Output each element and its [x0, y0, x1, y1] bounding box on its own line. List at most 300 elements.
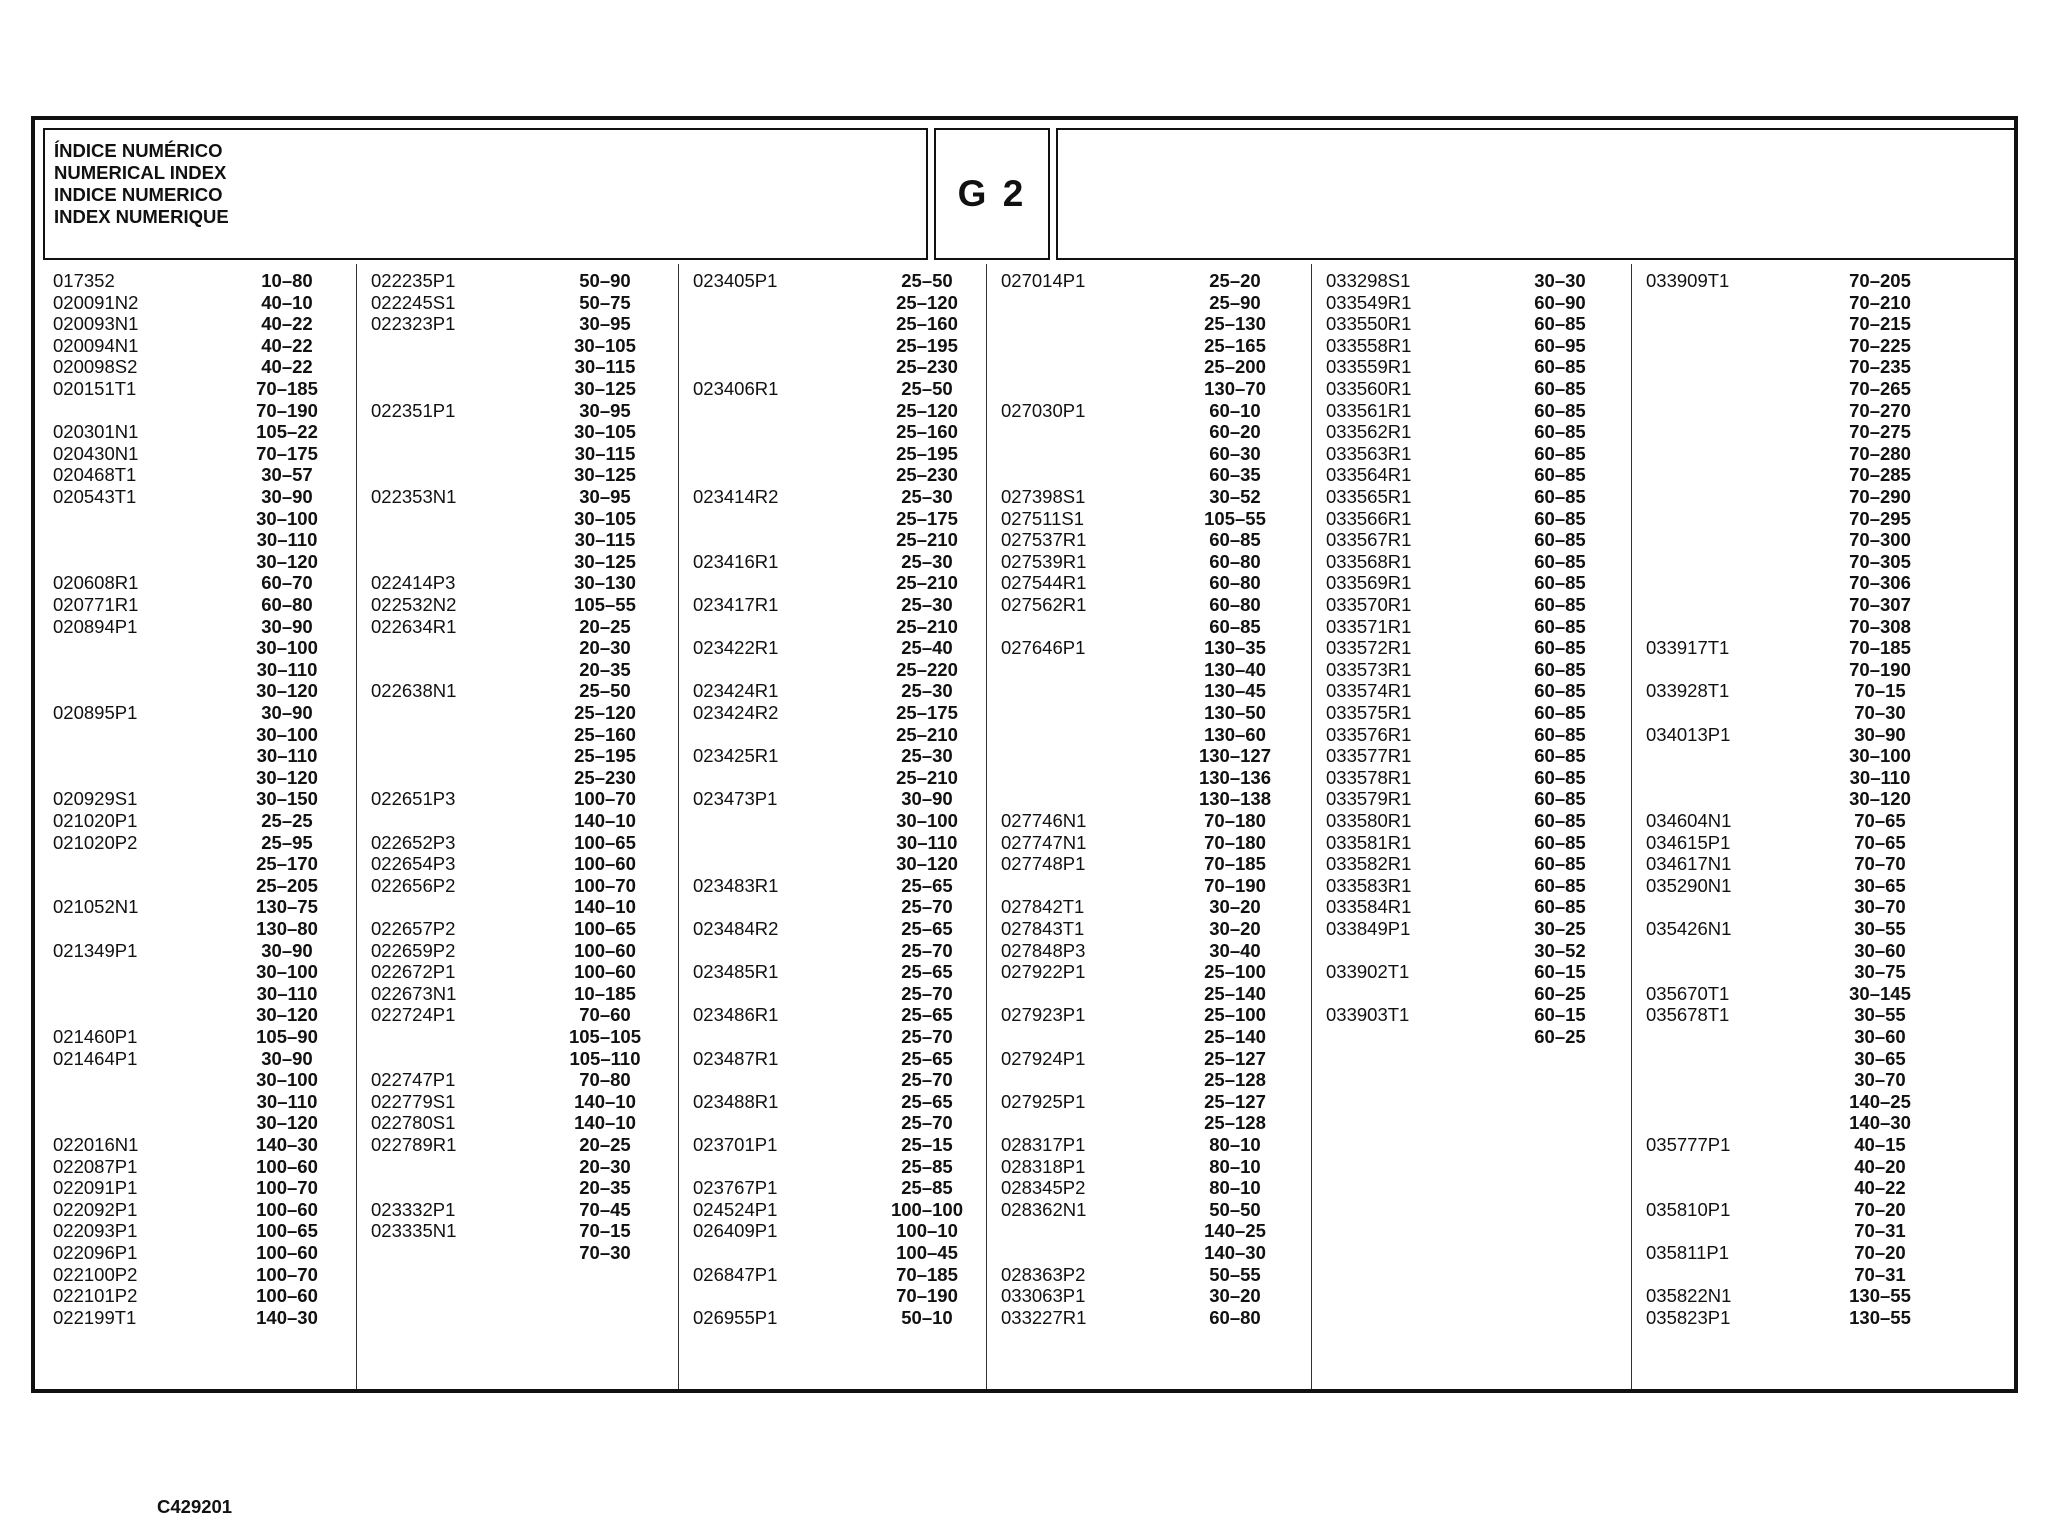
part-number: 021052N1	[53, 896, 139, 918]
page-reference: 25–127	[1204, 1090, 1266, 1112]
page-reference: 30–90	[261, 1047, 313, 1069]
page-reference: 105–105	[568, 1026, 642, 1047]
page-reference: 25–210	[896, 723, 958, 745]
page-reference: 25–205	[256, 874, 318, 896]
index-row	[1632, 1242, 2014, 1264]
index-row	[39, 1307, 356, 1329]
index-row	[679, 983, 986, 1005]
index-row	[679, 1048, 986, 1070]
page-reference: 70–65	[1854, 831, 1906, 853]
part-number: 027925P1	[1001, 1090, 1086, 1112]
index-row	[39, 313, 356, 335]
index-row	[1632, 875, 2014, 897]
index-row	[1632, 572, 2014, 594]
page-reference: 25–195	[896, 334, 958, 356]
page-reference: 30–110	[256, 745, 318, 767]
page-reference: 60–85	[1534, 615, 1586, 637]
index-row	[1312, 335, 1631, 357]
part-number: 033582R1	[1326, 853, 1412, 875]
page-reference: 25–65	[901, 1004, 953, 1026]
index-row	[357, 270, 678, 292]
page-reference: 60–25	[1534, 1026, 1586, 1047]
part-number: 022656P2	[371, 874, 456, 896]
page-reference: 60–25	[1534, 982, 1586, 1004]
page-reference: 130–50	[1204, 702, 1266, 723]
index-row	[357, 313, 678, 335]
index-row	[679, 1112, 986, 1134]
index-row	[987, 1177, 1311, 1199]
index-row	[1632, 680, 2014, 702]
part-number: 023701P1	[693, 1134, 778, 1155]
page-reference: 60–85	[1534, 810, 1586, 831]
page-reference: 40–20	[1854, 1155, 1906, 1177]
index-row	[357, 356, 678, 378]
index-row	[357, 940, 678, 962]
index-row	[679, 400, 986, 422]
index-row	[39, 1112, 356, 1134]
index-row	[357, 702, 678, 724]
part-number: 023425R1	[693, 745, 779, 767]
page-reference: 30–70	[1854, 1069, 1906, 1091]
page-reference: 25–50	[901, 378, 953, 399]
page-reference: 25–127	[1204, 1047, 1266, 1069]
page-reference: 25–210	[896, 572, 958, 594]
index-row	[987, 875, 1311, 897]
page-reference: 100–10	[896, 1220, 958, 1242]
page-reference: 30–125	[574, 464, 636, 486]
part-number: 033558R1	[1326, 334, 1412, 356]
page-reference: 30–100	[896, 810, 958, 831]
part-number: 023422R1	[693, 637, 779, 659]
page-reference: 30–40	[1209, 939, 1261, 961]
section-code: G 2	[934, 128, 1050, 260]
page-reference: 60–85	[1534, 788, 1586, 810]
index-row	[1312, 810, 1631, 832]
index-row	[1632, 443, 2014, 465]
part-number: 034604N1	[1646, 810, 1732, 831]
index-row	[39, 378, 356, 400]
page-reference: 30–90	[261, 702, 313, 723]
part-number: 022634R1	[371, 615, 457, 637]
index-row	[357, 637, 678, 659]
part-number: 027842T1	[1001, 896, 1085, 918]
index-row	[357, 1091, 678, 1113]
page-reference: 30–90	[261, 615, 313, 637]
part-number: 022414P3	[371, 572, 456, 594]
index-row	[1312, 745, 1631, 767]
index-row	[1312, 788, 1631, 810]
index-row	[987, 1112, 1311, 1134]
page-reference: 70–175	[256, 442, 318, 464]
page-reference: 30–100	[256, 507, 318, 529]
page-reference: 25–210	[896, 615, 958, 637]
index-row	[679, 1026, 986, 1048]
index-row	[39, 961, 356, 983]
index-row	[1632, 961, 2014, 983]
index-row	[357, 443, 678, 465]
part-number: 027562R1	[1001, 594, 1087, 615]
part-number: 022199T1	[53, 1306, 137, 1328]
index-row	[1632, 1156, 2014, 1178]
index-column-1	[39, 264, 357, 1517]
title-en: NUMERICAL INDEX	[54, 162, 227, 183]
part-number: 020301N1	[53, 421, 139, 443]
page-reference: 30–20	[1209, 896, 1261, 918]
index-row	[1312, 378, 1631, 400]
page-reference: 60–85	[1534, 378, 1586, 399]
index-column-3	[679, 264, 987, 1389]
index-row	[1632, 421, 2014, 443]
index-row	[39, 1242, 356, 1264]
page-reference: 25–130	[1204, 313, 1266, 335]
page-reference: 30–20	[1209, 1285, 1261, 1307]
page-reference: 100–70	[574, 788, 636, 810]
index-row	[1632, 1091, 2014, 1113]
index-row	[39, 292, 356, 314]
index-row	[987, 1285, 1311, 1307]
page-reference: 100–45	[896, 1242, 958, 1263]
index-row	[39, 637, 356, 659]
index-row	[679, 853, 986, 875]
page-reference: 25–210	[896, 529, 958, 551]
part-number: 028345P2	[1001, 1177, 1086, 1199]
page-reference: 100–100	[890, 1198, 964, 1220]
page-reference: 25–100	[1204, 1004, 1266, 1026]
page-reference: 105–55	[1204, 507, 1266, 529]
part-number: 033566R1	[1326, 507, 1412, 529]
index-row	[679, 443, 986, 465]
part-number: 020093N1	[53, 313, 139, 335]
part-number: 023416R1	[693, 550, 779, 572]
page-reference: 100–70	[256, 1177, 318, 1199]
index-row	[1312, 421, 1631, 443]
page-reference: 130–60	[1204, 723, 1266, 745]
index-row	[1632, 702, 2014, 724]
index-row	[679, 745, 986, 767]
index-row	[679, 594, 986, 616]
page-reference: 70–280	[1849, 442, 1911, 464]
page-reference: 30–120	[256, 550, 318, 572]
index-row	[987, 1134, 1311, 1156]
part-number: 033570R1	[1326, 594, 1412, 615]
part-number: 022093P1	[53, 1220, 138, 1242]
part-number: 033578R1	[1326, 766, 1412, 788]
part-number: 022673N1	[371, 982, 457, 1004]
index-row	[357, 508, 678, 530]
page-reference: 60–85	[1534, 831, 1586, 853]
page-reference: 30–90	[1854, 723, 1906, 745]
page-reference: 70–300	[1849, 529, 1911, 551]
page-reference: 40–22	[261, 334, 313, 356]
index-row	[357, 1242, 678, 1264]
page-reference: 50–10	[901, 1306, 953, 1328]
part-number: 026955P1	[693, 1306, 778, 1328]
part-number: 033227R1	[1001, 1306, 1087, 1328]
index-row	[679, 1069, 986, 1091]
index-row	[987, 572, 1311, 594]
index-row	[679, 356, 986, 378]
index-row	[1632, 745, 2014, 767]
page-reference: 25–120	[574, 702, 636, 723]
index-row	[357, 464, 678, 486]
page-reference: 20–25	[579, 615, 631, 637]
page-reference: 50–50	[1209, 1198, 1261, 1220]
part-number: 028317P1	[1001, 1134, 1086, 1155]
index-row	[39, 1048, 356, 1070]
index-row	[39, 1069, 356, 1091]
index-row	[1312, 572, 1631, 594]
index-row	[679, 918, 986, 940]
part-number: 020543T1	[53, 486, 137, 507]
index-row	[357, 659, 678, 681]
part-number: 027924P1	[1001, 1047, 1086, 1069]
part-number: 033575R1	[1326, 702, 1412, 723]
part-number: 022789R1	[371, 1134, 457, 1155]
part-number: 033569R1	[1326, 572, 1412, 594]
index-row	[987, 832, 1311, 854]
index-row	[357, 724, 678, 746]
part-number: 033550R1	[1326, 313, 1412, 335]
page-reference: 60–20	[1209, 421, 1261, 443]
part-number: 035811P1	[1646, 1242, 1729, 1263]
page-reference: 70–210	[1849, 291, 1911, 313]
page-reference: 25–140	[1204, 982, 1266, 1004]
page-reference: 30–110	[1849, 766, 1911, 788]
part-number: 028363P2	[1001, 1263, 1086, 1285]
part-number: 027922P1	[1001, 961, 1086, 983]
index-row	[679, 270, 986, 292]
index-row	[1632, 551, 2014, 573]
part-number: 033909T1	[1646, 270, 1730, 291]
index-row	[987, 1307, 1311, 1329]
part-number: 027014P1	[1001, 270, 1086, 291]
page-reference: 70–31	[1854, 1263, 1906, 1285]
part-number: 033549R1	[1326, 291, 1412, 313]
page-reference: 30–120	[256, 1004, 318, 1026]
part-number: 027544R1	[1001, 572, 1087, 594]
part-number: 027746N1	[1001, 810, 1087, 831]
part-number: 022532N2	[371, 594, 457, 615]
part-number: 035823P1	[1646, 1306, 1731, 1328]
index-row	[39, 680, 356, 702]
part-number: 023487R1	[693, 1047, 779, 1069]
index-row	[1312, 594, 1631, 616]
index-row	[987, 1264, 1311, 1286]
index-row	[679, 421, 986, 443]
page-reference: 60–85	[1209, 615, 1261, 637]
page-reference: 30–100	[256, 961, 318, 983]
index-row	[1632, 918, 2014, 940]
page-reference: 30–90	[261, 486, 313, 507]
page-reference: 70–275	[1849, 421, 1911, 443]
index-row	[987, 659, 1311, 681]
page-reference: 25–120	[896, 399, 958, 421]
page-reference: 25–230	[896, 464, 958, 486]
index-row	[39, 745, 356, 767]
part-number: 027539R1	[1001, 550, 1087, 572]
part-number: 020771R1	[53, 594, 139, 615]
page-reference: 40–22	[261, 313, 313, 335]
part-number: 021349P1	[53, 939, 138, 961]
index-row	[679, 508, 986, 530]
page-reference: 25–70	[901, 1026, 953, 1047]
index-row	[1632, 400, 2014, 422]
index-row	[1632, 1307, 2014, 1329]
part-number: 033568R1	[1326, 550, 1412, 572]
index-row	[1632, 616, 2014, 638]
index-row	[987, 335, 1311, 357]
page-reference: 40–10	[261, 291, 313, 313]
page-reference: 70–285	[1849, 464, 1911, 486]
part-number: 023486R1	[693, 1004, 779, 1026]
page-reference: 25–30	[901, 486, 953, 507]
part-number: 022100P2	[53, 1263, 138, 1285]
index-row	[1312, 292, 1631, 314]
page-reference: 60–85	[1534, 723, 1586, 745]
index-row	[357, 810, 678, 832]
index-row	[357, 875, 678, 897]
index-row	[39, 356, 356, 378]
page-reference: 30–115	[574, 442, 636, 464]
part-number: 027398S1	[1001, 486, 1086, 507]
part-number: 020094N1	[53, 334, 139, 356]
part-number: 023417R1	[693, 594, 779, 615]
page-reference: 70–15	[579, 1220, 631, 1242]
part-number: 023335N1	[371, 1220, 457, 1242]
page-reference: 60–90	[1534, 291, 1586, 313]
index-row	[39, 1199, 356, 1221]
index-row	[679, 680, 986, 702]
part-number: 017352	[53, 270, 115, 291]
index-row	[1632, 853, 2014, 875]
part-number: 020098S2	[53, 356, 138, 378]
page-reference: 60–85	[1534, 507, 1586, 529]
page-reference: 30–52	[1209, 486, 1261, 507]
page-reference: 25–165	[1204, 334, 1266, 356]
part-number: 023332P1	[371, 1198, 456, 1220]
page-reference: 105–90	[256, 1026, 318, 1047]
page-reference: 70–65	[1854, 810, 1906, 831]
page-reference: 130–55	[1849, 1306, 1911, 1328]
page-reference: 25–195	[896, 442, 958, 464]
page-reference: 25–95	[261, 831, 313, 853]
page-reference: 30–75	[1854, 961, 1906, 983]
part-number: 027747N1	[1001, 831, 1087, 853]
part-number: 026847P1	[693, 1263, 778, 1285]
index-row	[987, 1091, 1311, 1113]
page-reference: 80–10	[1209, 1177, 1261, 1199]
index-row	[1632, 940, 2014, 962]
page-reference: 25–70	[901, 1069, 953, 1091]
page-reference: 70–290	[1849, 486, 1911, 507]
page-reference: 25–230	[896, 356, 958, 378]
index-row	[357, 1026, 678, 1048]
index-row	[357, 1134, 678, 1156]
part-number: 035810P1	[1646, 1198, 1731, 1220]
part-number: 022353N1	[371, 486, 457, 507]
part-number: 022657P2	[371, 918, 456, 939]
page-reference: 25–30	[901, 594, 953, 615]
index-row	[987, 313, 1311, 335]
part-number: 033573R1	[1326, 658, 1412, 680]
page-reference: 25–175	[896, 507, 958, 529]
page-reference: 20–35	[579, 658, 631, 680]
index-row	[679, 1264, 986, 1286]
index-row	[1632, 335, 2014, 357]
page-reference: 50–90	[579, 270, 631, 291]
page-reference: 30–110	[256, 1090, 318, 1112]
page-reference: 60–85	[1534, 637, 1586, 659]
page-reference: 25–25	[261, 810, 313, 831]
part-number: 022672P1	[371, 961, 456, 983]
index-row	[1312, 508, 1631, 530]
index-row	[357, 378, 678, 400]
index-row	[39, 594, 356, 616]
index-row	[357, 400, 678, 422]
page-reference: 50–55	[1209, 1263, 1261, 1285]
index-row	[357, 292, 678, 314]
index-row	[357, 896, 678, 918]
index-row	[987, 421, 1311, 443]
index-row	[679, 1177, 986, 1199]
index-column-5	[1312, 264, 1632, 1389]
page-reference: 130–80	[256, 918, 318, 939]
page-reference: 10–80	[261, 270, 313, 291]
page-reference: 25–210	[896, 766, 958, 788]
page-reference: 30–125	[574, 550, 636, 572]
page-reference: 130–70	[1204, 378, 1266, 399]
page-reference: 70–308	[1849, 615, 1911, 637]
page-reference: 100–60	[256, 1285, 318, 1307]
page-reference: 70–305	[1849, 550, 1911, 572]
part-number: 033063P1	[1001, 1285, 1086, 1307]
page-reference: 60–85	[1534, 745, 1586, 767]
page-reference: 70–295	[1849, 507, 1911, 529]
page-reference: 60–85	[1534, 594, 1586, 615]
page-reference: 140–30	[256, 1134, 318, 1155]
index-row	[1632, 896, 2014, 918]
page-reference: 140–10	[574, 1112, 636, 1134]
page-reference: 70–185	[896, 1263, 958, 1285]
page-reference: 25–70	[901, 982, 953, 1004]
page-reference: 30–25	[1534, 918, 1586, 939]
page-reference: 60–85	[1534, 442, 1586, 464]
index-row	[679, 659, 986, 681]
page-reference: 25–128	[1204, 1112, 1266, 1134]
page-reference: 130–35	[1204, 637, 1266, 659]
index-row	[1312, 313, 1631, 335]
index-row	[357, 1069, 678, 1091]
page-reference: 30–90	[261, 939, 313, 961]
index-row	[1632, 508, 2014, 530]
index-row	[39, 616, 356, 638]
page-reference: 30–95	[579, 486, 631, 507]
index-row	[987, 551, 1311, 573]
page-reference: 70–60	[579, 1004, 631, 1026]
index-row	[39, 1156, 356, 1178]
part-number: 022092P1	[53, 1198, 138, 1220]
page-reference: 30–100	[256, 723, 318, 745]
part-number: 034615P1	[1646, 831, 1731, 853]
page-reference: 25–200	[1204, 356, 1266, 378]
index-row	[357, 853, 678, 875]
part-number: 033563R1	[1326, 442, 1412, 464]
page-reference: 10–185	[574, 982, 636, 1004]
page-reference: 70–20	[1854, 1242, 1906, 1263]
title-fr: INDEX NUMERIQUE	[54, 206, 229, 227]
part-number: 033565R1	[1326, 486, 1412, 507]
index-row	[987, 788, 1311, 810]
